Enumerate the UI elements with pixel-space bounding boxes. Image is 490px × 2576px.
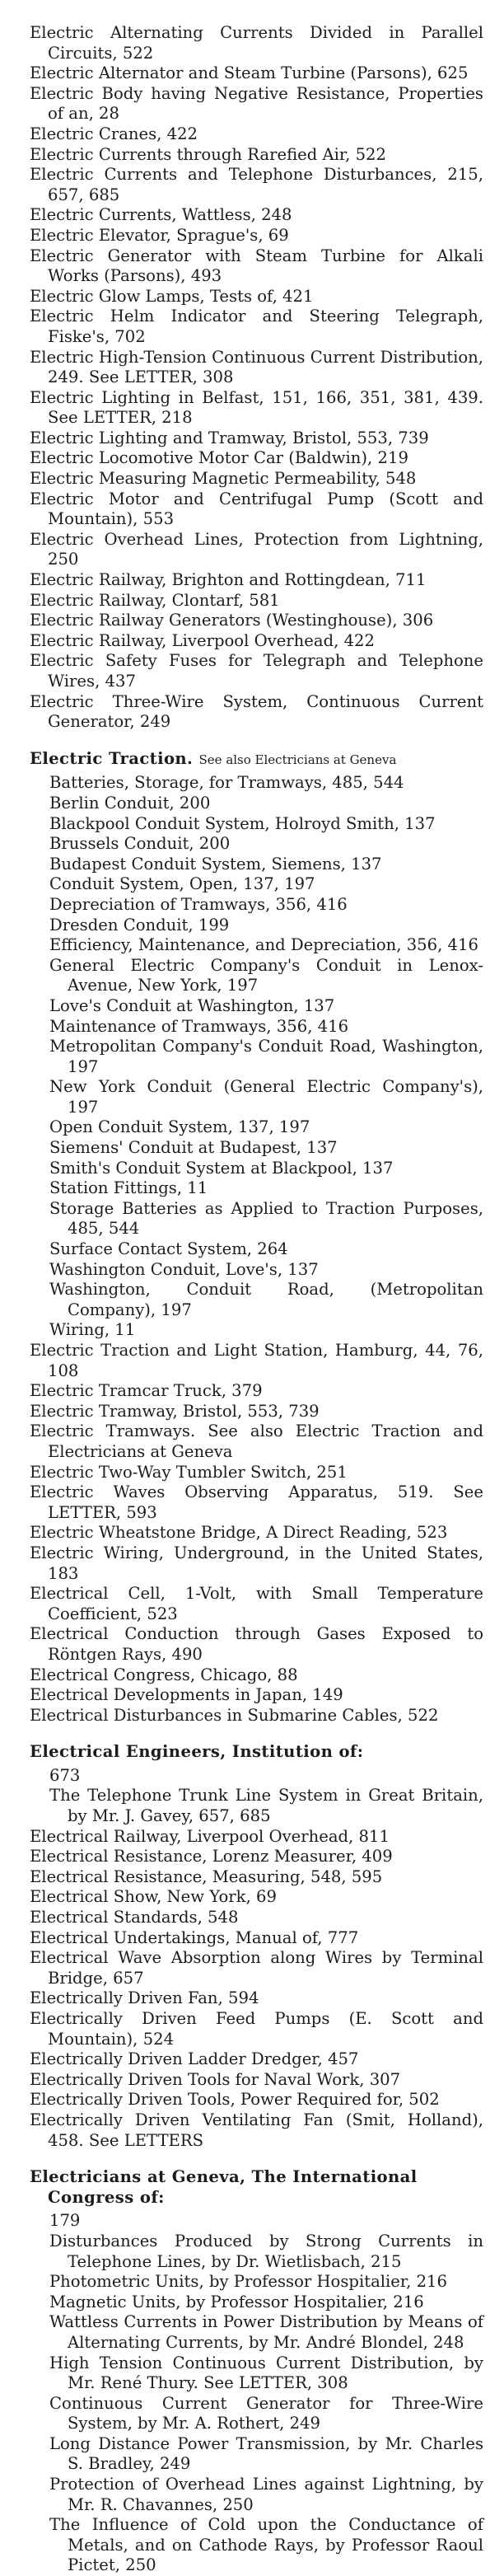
index-entries-low xyxy=(30,1827,483,2152)
index-subentry: Efficiency, Maintenance, and Depreciation, 356, 416 xyxy=(49,935,478,955)
section-heading-electrical-engineers: Electrical Engineers, Institution of: xyxy=(30,1742,364,1762)
index-entry: Electrical Wave Absorption along Wires by Terminal Bridge, 657 xyxy=(30,1948,483,1988)
index-subentry: Depreciation of Tramways, 356, 416 xyxy=(49,894,348,914)
index-entry: Electric Lighting and Tramway, Bristol, 553, 739 xyxy=(30,428,429,447)
index-entry: Electric Body having Negative Resistance, Properties of an, 28 xyxy=(30,83,483,124)
index-entry: Electrically Driven Tools for Naval Work, 307 xyxy=(30,2069,401,2089)
index-entry: Electric Alternator and Steam Turbine (Parsons), 625 xyxy=(30,63,469,83)
index-entry: Electric Waves Observing Apparatus, 519. See LETTER, 593 xyxy=(30,1482,483,1522)
index-subentry: High Tension Continuous Current Distribution, by Mr. René Thury. See LETTER, 308 xyxy=(49,2353,483,2393)
index-subentry: Station Fittings, 11 xyxy=(49,1178,208,1198)
geneva-subentries xyxy=(30,2211,483,2576)
index-entry: Electric High-Tension Continuous Current Distribution, 249. See LETTER, 308 xyxy=(30,347,483,387)
index-subentry: Siemens' Conduit at Budapest, 137 xyxy=(49,1138,338,1158)
index-subentry: Disturbances Produced by Strong Currents in Telephone Lines, by Dr. Wietlisbach, 215 xyxy=(49,2231,483,2271)
index-entry: Electrical Standards, 548 xyxy=(30,1908,239,1927)
index-subentry: Long Distance Power Transmission, by Mr. Charles S. Bradley, 249 xyxy=(49,2433,483,2474)
index-entry: Electric Lighting in Belfast, 151, 166, 351, 381, 439. See LETTER, 218 xyxy=(30,387,483,428)
index-entry: Electrically Driven Fan, 594 xyxy=(30,1988,259,2008)
index-entry: Electric Tramcar Truck, 379 xyxy=(30,1381,263,1401)
index-entry: Electrical Resistance, Lorenz Measurer, 409 xyxy=(30,1847,393,1866)
index-entry: Electric Three-Wire System, Continuous Current Generator, 249 xyxy=(30,691,483,732)
index-entry: Electrically Driven Ventilating Fan (Smit, Holland), 458. See LETTERS xyxy=(30,2110,483,2150)
index-subentry: Washington, Conduit Road, (Metropolitan Company), 197 xyxy=(49,1280,483,1319)
index-entry: Electrical Railway, Liverpool Overhead, 811 xyxy=(30,1826,390,1846)
index-entry: Electrical Cell, 1-Volt, with Small Temperature Coefficient, 523 xyxy=(30,1584,483,1623)
index-entry: Electric Motor and Centrifugal Pump (Scott and Mountain), 553 xyxy=(30,489,483,529)
index-subentry: Continuous Current Generator for Three-Wire System, by Mr. A. Rothert, 249 xyxy=(49,2393,483,2433)
index-subentry: Maintenance of Tramways, 356, 416 xyxy=(49,1016,349,1036)
index-entry: Electric Glow Lamps, Tests of, 421 xyxy=(30,286,314,306)
index-subentry: Metropolitan Company's Conduit Road, Washington, 197 xyxy=(49,1037,483,1076)
index-subentry: Surface Contact System, 264 xyxy=(49,1239,288,1259)
index-entry: Electric Railway, Clontarf, 581 xyxy=(30,590,280,610)
traction-see-also-note: See also Electricians at Geneva xyxy=(198,752,397,767)
index-entry: Electric Locomotive Motor Car (Baldwin), 219 xyxy=(30,448,408,468)
index-subentry: Magnetic Units, by Professor Hospitalier, 216 xyxy=(49,2292,424,2311)
index-entries-mid xyxy=(30,1341,483,1726)
index-entry: Electrical Undertakings, Manual of, 777 xyxy=(30,1927,359,1947)
index-entries-top xyxy=(30,23,483,733)
index-subentry: Storage Batteries as Applied to Traction Purposes, 485, 544 xyxy=(49,1198,483,1239)
traction-heading-text: Electric Traction. xyxy=(30,748,194,768)
index-entry: Electric Alternating Currents Divided in Parallel Circuits, 522 xyxy=(30,23,483,63)
index-subentry: Brussels Conduit, 200 xyxy=(49,834,231,854)
index-subentry: Dresden Conduit, 199 xyxy=(49,915,230,934)
index-subentry: Wiring, 11 xyxy=(49,1320,136,1340)
index-entry: Electric Currents and Telephone Disturbances, 215, 657, 685 xyxy=(30,165,483,204)
index-subentry: New York Conduit (General Electric Company's), 197 xyxy=(49,1077,483,1117)
index-entry: Electric Railway Generators (Westinghouse), 306 xyxy=(30,611,434,630)
index-entry: Electric Overhead Lines, Protection from Lightning, 250 xyxy=(30,529,483,569)
index-subentry: Batteries, Storage, for Tramways, 485, 544 xyxy=(49,773,404,793)
engineers-subentries xyxy=(30,1766,483,1827)
index-subentry: General Electric Company's Conduit in Lenox-Avenue, New York, 197 xyxy=(49,955,483,995)
index-subentry: Wattless Currents in Power Distribution by Means of Alternating Currents, by Mr. André Blondel, 248 xyxy=(49,2312,483,2352)
index-entry: Electrical Show, New York, 69 xyxy=(30,1887,277,1907)
index-subentry: Photometric Units, by Professor Hospitalier, 216 xyxy=(49,2272,447,2292)
traction-subentries xyxy=(30,773,483,1341)
index-subentry: Berlin Conduit, 200 xyxy=(49,793,211,813)
index-entry: Electric Cranes, 422 xyxy=(30,124,198,143)
index-subentry: Conduit System, Open, 137, 197 xyxy=(49,874,315,894)
index-entry: Electric Helm Indicator and Steering Telegraph, Fiske's, 702 xyxy=(30,307,483,346)
index-entry: Electrically Driven Ladder Dredger, 457 xyxy=(30,2049,359,2069)
index-entry: Electric Wiring, Underground, in the United States, 183 xyxy=(30,1543,483,1583)
index-entry: Electrically Driven Tools, Power Required for, 502 xyxy=(30,2090,440,2110)
index-entry: Electric Generator with Steam Turbine for Alkali Works (Parsons), 493 xyxy=(30,246,483,286)
section-heading-electricians-geneva: Electricians at Geneva, The International Congress of: xyxy=(30,2167,418,2207)
index-subentry: Open Conduit System, 137, 197 xyxy=(49,1117,310,1137)
index-entry: Electric Railway, Liverpool Overhead, 422 xyxy=(30,630,375,650)
index-entry: Electrical Resistance, Measuring, 548, 595 xyxy=(30,1866,383,1886)
index-entry: Electric Currents, Wattless, 248 xyxy=(30,205,292,225)
index-entry: Electric Railway, Brighton and Rottingdean, 711 xyxy=(30,570,427,590)
index-subentry: Protection of Overhead Lines against Lightning, by Mr. R. Chavannes, 250 xyxy=(49,2475,483,2514)
index-subentry: 673 xyxy=(49,1765,81,1785)
index-entry: Electrically Driven Feed Pumps (E. Scott and Mountain), 524 xyxy=(30,2009,483,2049)
index-entry: Electrical Disturbances in Submarine Cables, 522 xyxy=(30,1705,439,1725)
index-subentry: Smith's Conduit System at Blackpool, 137 xyxy=(49,1158,394,1178)
index-entry: Electrical Developments in Japan, 149 xyxy=(30,1685,343,1705)
index-entry: Electric Tramway, Bristol, 553, 739 xyxy=(30,1401,320,1421)
index-subentry: Washington Conduit, Love's, 137 xyxy=(49,1259,319,1279)
index-subentry: The Influence of Cold upon the Conductance of Metals, and on Cathode Rays, by Professor Raoul Pictet, 250 xyxy=(49,2515,483,2575)
index-entry: Electric Two-Way Tumbler Switch, 251 xyxy=(30,1462,348,1482)
index-entry: Electric Wheatstone Bridge, A Direct Reading, 523 xyxy=(30,1523,448,1543)
index-entry: Electric Safety Fuses for Telegraph and Telephone Wires, 437 xyxy=(30,651,483,691)
index-subentry: Love's Conduit at Washington, 137 xyxy=(49,995,335,1015)
index-entry: Electric Elevator, Sprague's, 69 xyxy=(30,225,289,245)
index-entry: Electric Traction and Light Station, Hamburg, 44, 76, 108 xyxy=(30,1341,483,1380)
index-entry: Electric Tramways. See also Electric Traction and Electricians at Geneva xyxy=(30,1421,483,1461)
index-subentry: 179 xyxy=(49,2211,81,2231)
section-heading-electric-traction xyxy=(30,749,483,770)
index-entry: Electrical Congress, Chicago, 88 xyxy=(30,1665,298,1684)
index-subentry: Budapest Conduit System, Siemens, 137 xyxy=(49,854,382,873)
index-entry: Electrical Conduction through Gases Exposed to Röntgen Rays, 490 xyxy=(30,1624,483,1664)
index-entry: Electric Currents through Rarefied Air, 522 xyxy=(30,144,386,164)
index-subentry: The Telephone Trunk Line System in Great Britain, by Mr. J. Gavey, 657, 685 xyxy=(49,1786,483,1826)
index-entry: Electric Measuring Magnetic Permeability, 548 xyxy=(30,469,417,489)
index-subentry: Blackpool Conduit System, Holroyd Smith, 137 xyxy=(49,813,436,833)
